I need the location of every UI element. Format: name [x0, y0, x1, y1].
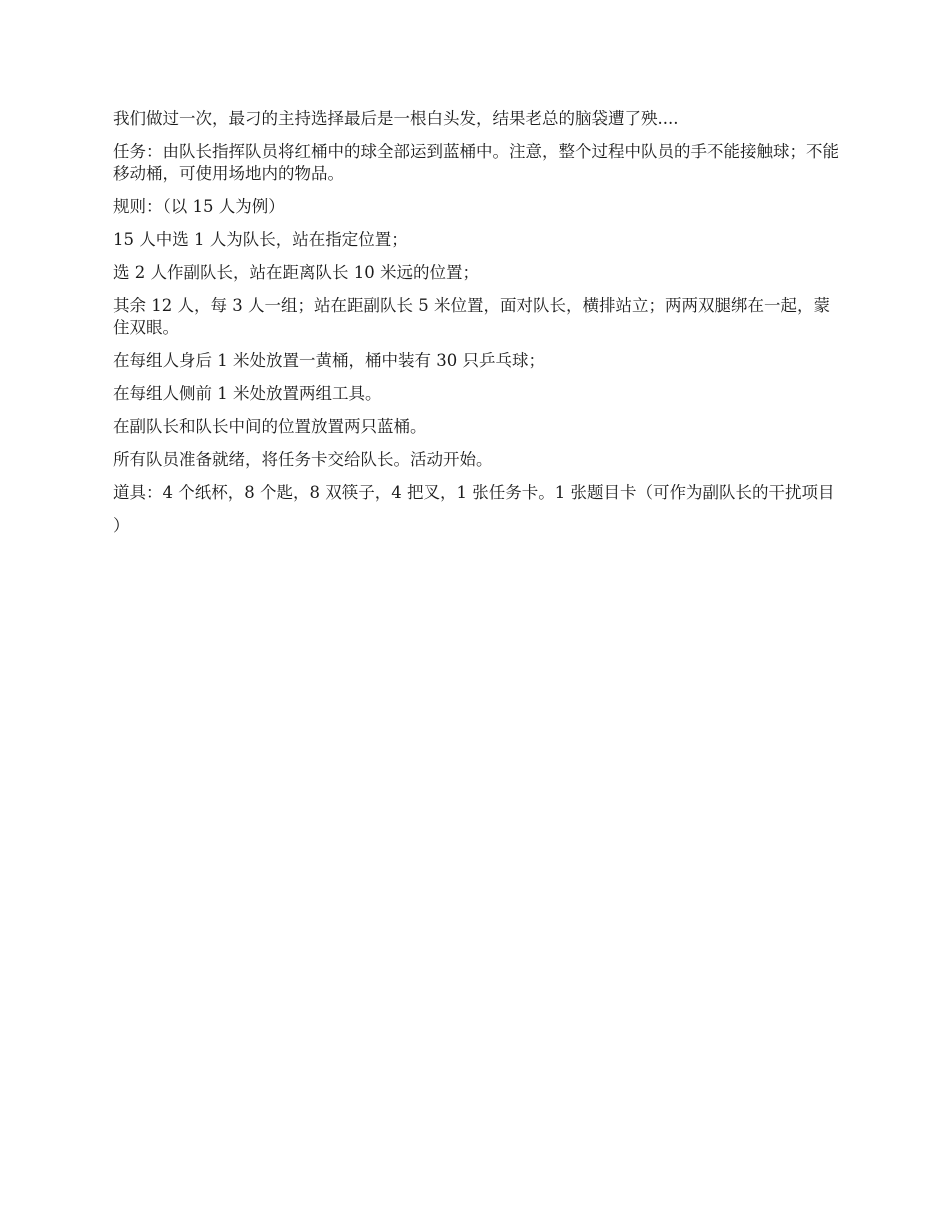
paragraph-rule-leader: 15 人中选 1 人为队长，站在指定位置； — [113, 230, 408, 249]
paragraph-task: 任务：由队长指挥队员将红桶中的球全部运到蓝桶中。注意，整个过程中队员的手不能接触球；不能移动桶，可使用场地内的物品。 — [113, 142, 839, 183]
document-page — [113, 108, 843, 548]
paragraph-intro: 我们做过一次，最刁的主持选择最后是一根白头发，结果老总的脑袋遭了殃.... — [113, 109, 679, 128]
paragraph-rule-blue-buckets: 在副队长和队长中间的位置放置两只蓝桶。 — [113, 417, 427, 436]
paragraph-start: 所有队员准备就绪，将任务卡交给队长。活动开始。 — [113, 450, 493, 469]
paragraph-rule-yellow-bucket: 在每组人身后 1 米处放置一黄桶，桶中装有 30 只乒乓球； — [113, 351, 545, 370]
paragraph-closing-paren: ） — [113, 516, 130, 535]
paragraph-rule-tools: 在每组人侧前 1 米处放置两组工具。 — [113, 384, 382, 403]
paragraph-props: 道具：4 个纸杯，8 个匙，8 双筷子，4 把叉，1 张任务卡。1 张题目卡（可作为副队长的干扰项目 — [113, 483, 835, 502]
paragraph-rule-deputy: 选 2 人作副队长，站在距离队长 10 米远的位置； — [113, 263, 479, 282]
paragraph-rule-groups: 其余 12 人，每 3 人一组；站在距副队长 5 米位置，面对队长，横排站立；两两双腿绑在一起，蒙住双眼。 — [113, 296, 830, 337]
paragraph-rules-heading: 规则：（以 15 人为例） — [113, 197, 285, 216]
